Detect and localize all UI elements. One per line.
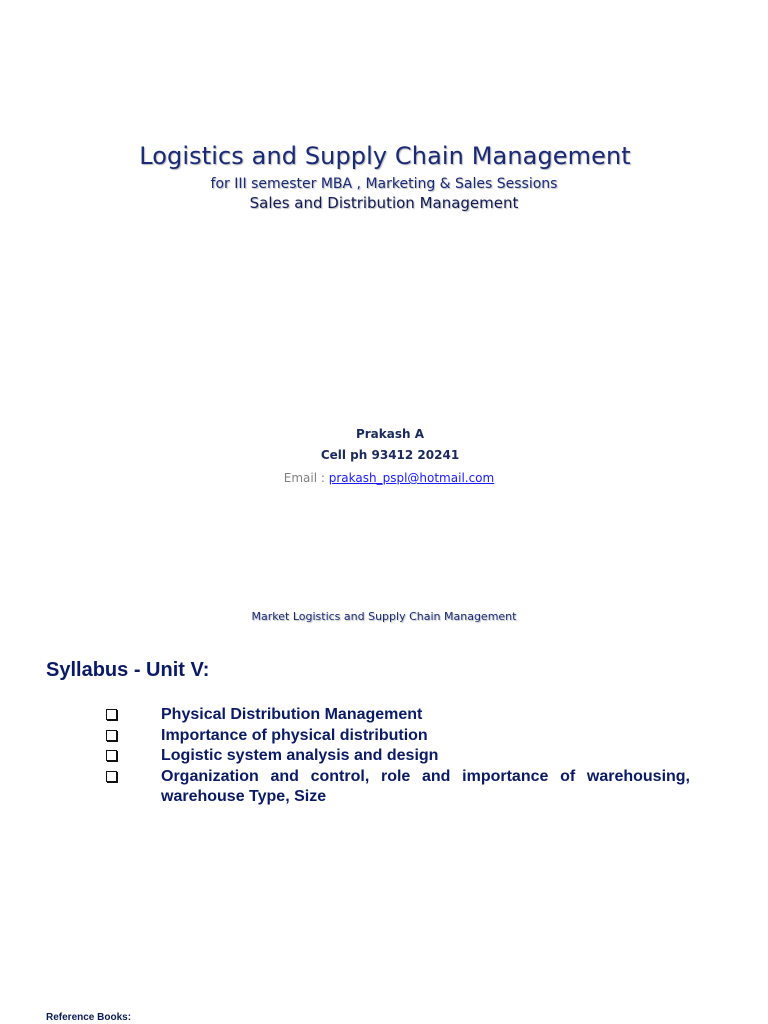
subject-caption: Market Logistics and Supply Chain Management [251, 610, 517, 623]
checkbox-bullet-icon [106, 730, 117, 741]
document-subtitle: for III semester MBA , Marketing & Sales Sessions [210, 176, 558, 192]
topic-text: Logistic system analysis and design [161, 747, 439, 764]
checkbox-bullet-icon [106, 750, 117, 761]
list-item [106, 705, 690, 726]
document-title: Logistics and Supply Chain Management [139, 142, 631, 170]
reference-books-label: Reference Books: [46, 1012, 132, 1023]
list-item [106, 726, 690, 747]
email-label: Email : [283, 471, 329, 485]
list-item [106, 767, 690, 808]
checkbox-bullet-icon [106, 771, 117, 782]
author-email-line [5, 471, 768, 485]
topic-text: Organization and control, role and importance of warehousing, warehouse Type, Size [161, 767, 690, 805]
topic-text: Importance of physical distribution [161, 726, 428, 744]
author-name: Prakash A [355, 427, 425, 441]
checkbox-bullet-icon [106, 709, 117, 720]
topic-text: Physical Distribution Management [161, 706, 423, 723]
syllabus-heading: Syllabus - Unit V: [46, 659, 210, 681]
email-link[interactable]: prakash_pspl@hotmail.com [328, 471, 495, 485]
list-item [106, 746, 690, 767]
syllabus-topic-list [106, 705, 690, 808]
course-name: Sales and Distribution Management [249, 194, 519, 212]
author-phone: Cell ph 93412 20241 [320, 448, 460, 462]
